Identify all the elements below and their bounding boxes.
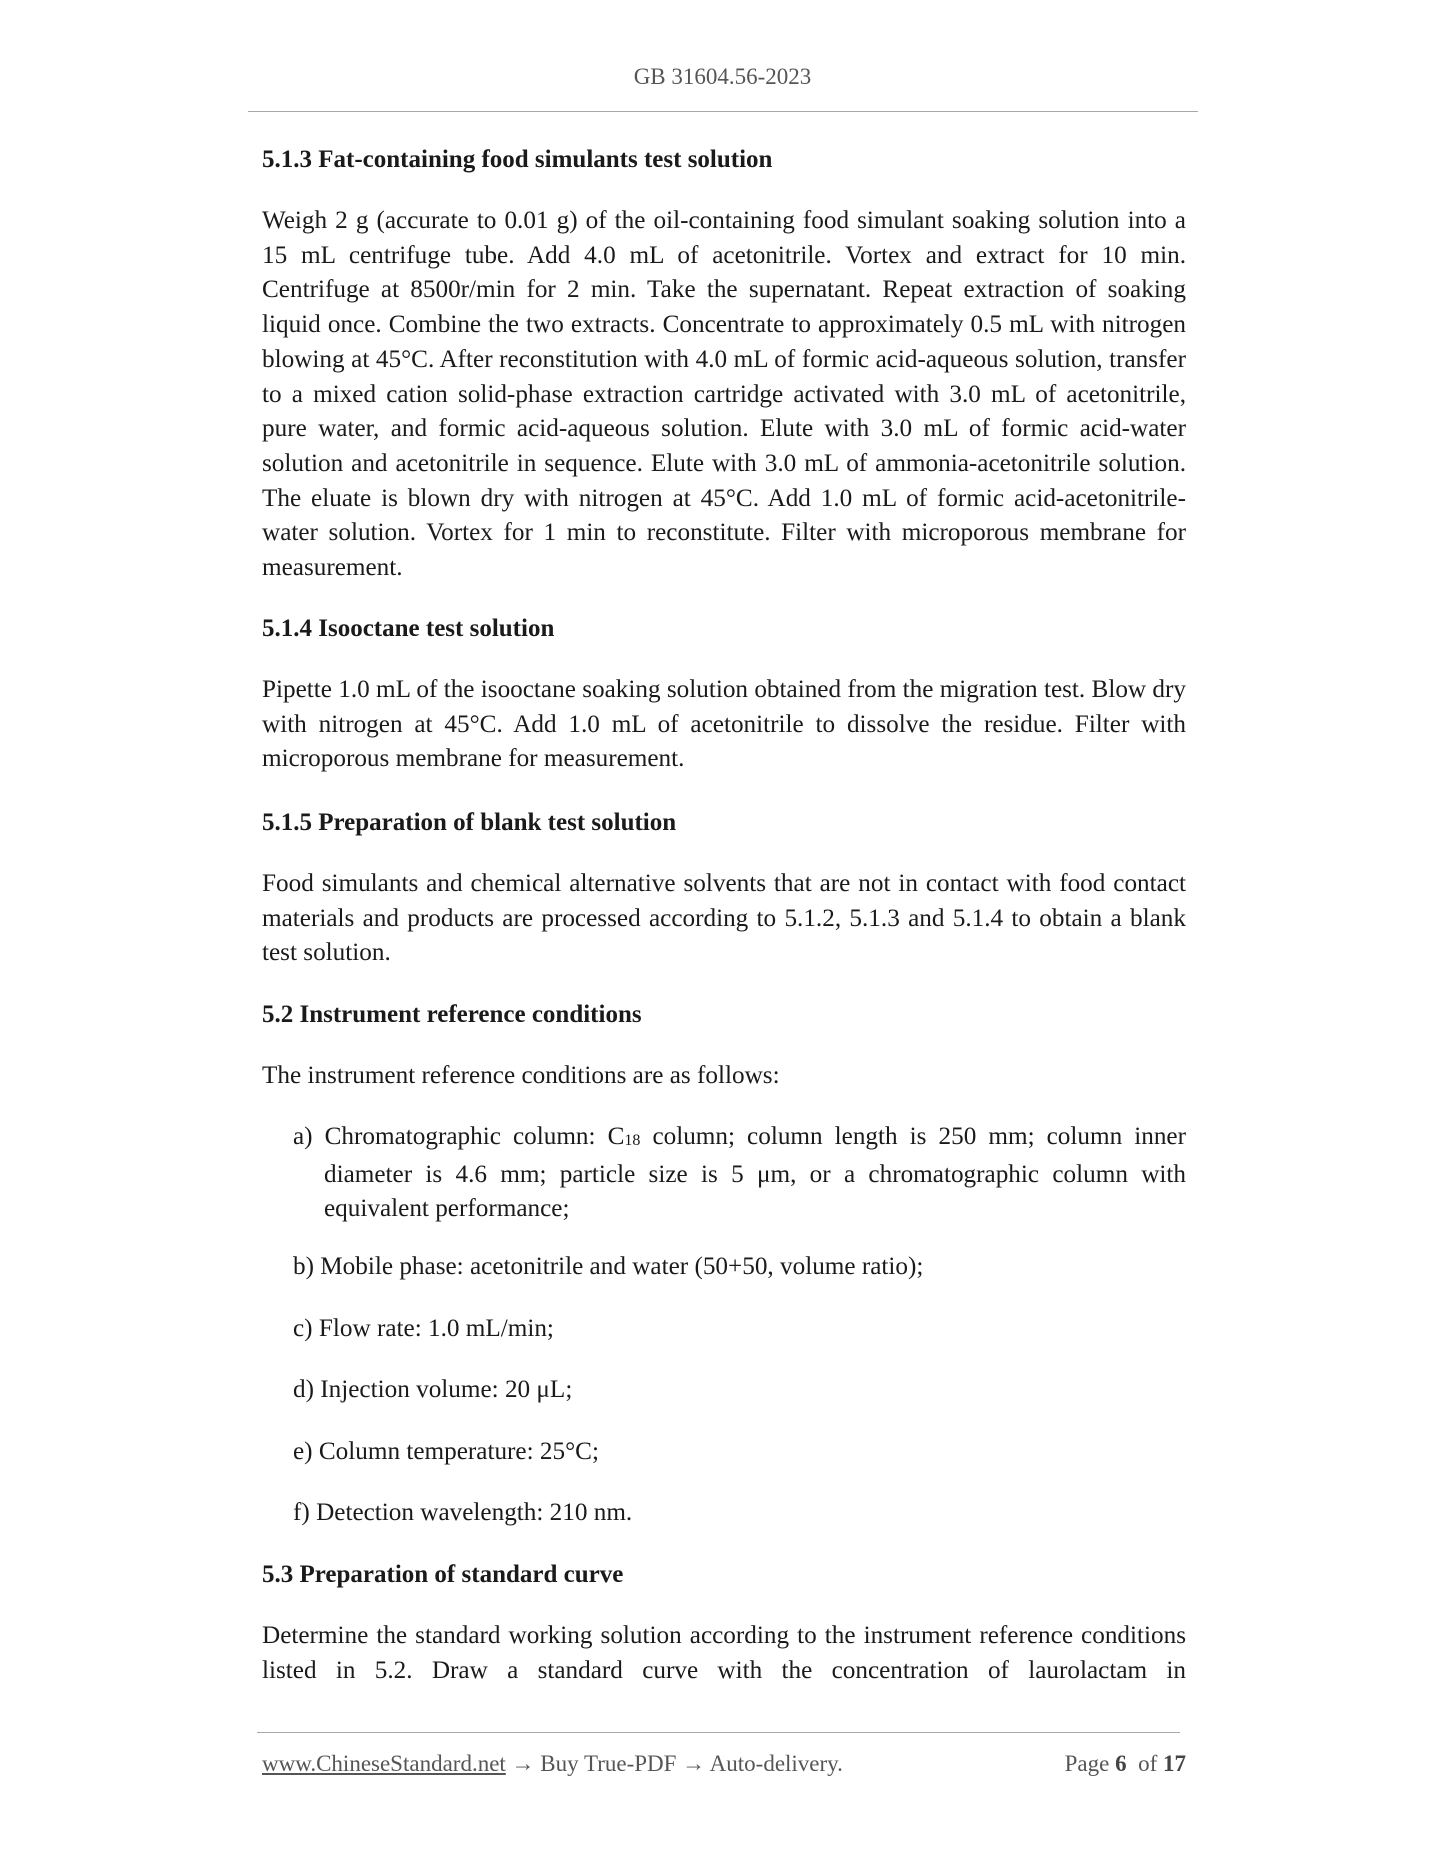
page-indicator [1065, 1751, 1186, 1777]
of-label: of [1138, 1751, 1158, 1776]
page-total: 17 [1163, 1751, 1186, 1776]
website-link[interactable]: www.ChineseStandard.net [262, 1751, 506, 1776]
item-a-subscript: 18 [624, 1132, 641, 1149]
list-item-a [293, 1120, 1186, 1227]
heading-5-1-4: 5.1.4 Isooctane test solution [262, 615, 555, 642]
list-item-c: c) Flow rate: 1.0 mL/min; [293, 1315, 554, 1342]
list-item-d: d) Injection volume: 20 μL; [293, 1376, 573, 1403]
page-number: 6 [1115, 1751, 1127, 1776]
item-a-suffix: column; column length is 250 mm; column inner diameter is 4.6 mm; particle size is 5 μm, or a chromatographic column with equivalent performance; [324, 1123, 1186, 1223]
header-divider [248, 111, 1198, 112]
paragraph-5-1-5: Food simulants and chemical alternative solvents that are not in contact with food contact materials and products are processed according to 5.1.2, 5.1.3 and 5.1.4 to obtain a blank test solution. [262, 870, 1186, 967]
paragraph-5-3: Determine the standard working solution according to the instrument reference conditions listed in 5.2. Draw a standard curve with the concentration of laurolactam in [262, 1622, 1186, 1684]
heading-5-1-5: 5.1.5 Preparation of blank test solution [262, 809, 677, 836]
heading-5-3: 5.3 Preparation of standard curve [262, 1561, 624, 1588]
list-item-e: e) Column temperature: 25°C; [293, 1438, 599, 1465]
footer-promo: → Buy True-PDF → Auto-delivery. [505, 1751, 843, 1776]
list-item-b: b) Mobile phase: acetonitrile and water (50+50, volume ratio); [293, 1253, 924, 1280]
footer [262, 1751, 1186, 1777]
paragraph-5-2: The instrument reference conditions are as follows: [262, 1062, 780, 1089]
list-item-f: f) Detection wavelength: 210 nm. [293, 1499, 633, 1526]
heading-5-2: 5.2 Instrument reference conditions [262, 1001, 642, 1028]
footer-divider [257, 1732, 1180, 1733]
paragraph-5-1-3: Weigh 2 g (accurate to 0.01 g) of the oil-containing food simulant soaking solution into a 15 mL centrifuge tube. Add 4.0 mL of acetonitrile. Vortex and extract for 10 min. Centrifuge at 8500r/min for 2 min. Take the supernatant. Repeat extraction of soaking liquid once. Combine the two extracts. Concentrate to approximately 0.5 mL with nitrogen blowing at 45°C. After reconstitution with 4.0 mL of formic acid-aqueous solution, transfer to a mixed cation solid-phase extraction cartridge activated with 3.0 mL of acetonitrile, pure water, and formic acid-aqueous solution. Elute with 3.0 mL of formic acid-water solution and acetonitrile in sequence. Elute with 3.0 mL of ammonia-acetonitrile solution. The eluate is blown dry with nitrogen at 45°C. Add 1.0 mL of formic acid-acetonitrile-water solution. Vortex for 1 min to reconstitute. Filter with microporous membrane for measurement. [262, 207, 1186, 582]
paragraph-5-1-4: Pipette 1.0 mL of the isooctane soaking solution obtained from the migration test. Blow dry with nitrogen at 45°C. Add 1.0 mL of acetonitrile to dissolve the residue. Filter with microporous membrane for measurement. [262, 676, 1186, 773]
heading-5-1-3: 5.1.3 Fat-containing food simulants test solution [262, 146, 773, 173]
item-a-prefix: a) Chromatographic column: C [293, 1123, 625, 1150]
footer-left [262, 1751, 843, 1777]
document-id-header: GB 31604.56-2023 [633, 64, 812, 89]
page-label: Page [1064, 1751, 1110, 1776]
